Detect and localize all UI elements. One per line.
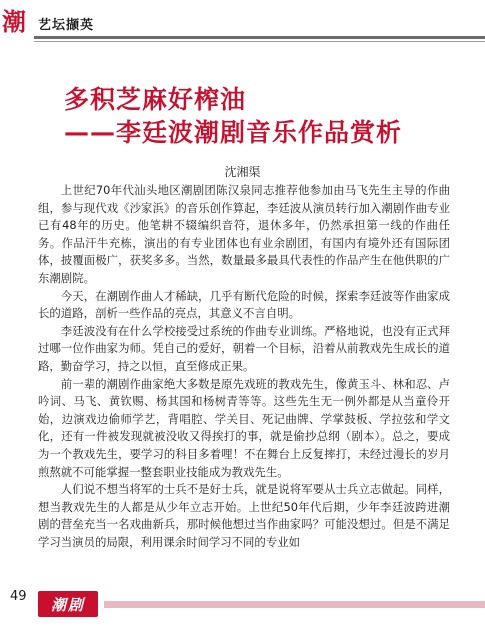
footer-badge <box>38 591 98 617</box>
header-divider-thin <box>34 41 485 42</box>
footer-badge-text: 潮剧 <box>50 595 85 614</box>
page-number: 49 <box>10 589 27 604</box>
paragraph: 今天，在潮剧作曲人才稀缺，几乎有断代危险的时候，探索李廷波等作曲家成长的道路，剖析一些作品的亮点，其意义不言自明。 <box>38 288 450 321</box>
logo-char: 潮 <box>2 8 26 36</box>
section-title: 艺坛撷英 <box>38 18 95 33</box>
article-author: 沈湘渠 <box>224 165 261 179</box>
footer-divider <box>104 601 485 608</box>
paragraph: 李廷波没有在什么学校接受过系统的作曲专业训练。严格地说，也没有正式拜过哪一位作曲家为师。凭自己的爱好，朝着一个目标，沿着从前教戏先生成长的道路，勤奋学习，持之以恒，直至修成正果。 <box>38 323 450 373</box>
paragraph: 人们说不想当将军的士兵不是好士兵，就是说将军要从士兵立志做起。同样，想当教戏先生的人都是从少年立志开始。上世纪50年代后期，少年李廷波跨进潮剧的营垒充当一名戏曲新兵，那时候他想过当作曲家吗？可能没想过。但是不满足学习当演员的局限，利用课余时间学习不同的专业如 <box>38 482 450 549</box>
paragraph: 前一辈的潮剧作曲家绝大多数是原先戏班的教戏先生，像黄玉斗、林和忍、卢吟词、马飞、黄钦赐、杨其国和杨树青等等。这些先生无一例外都是从当童伶开始，边演戏边偷师学艺，背唱腔、学关目、死记曲牌、学掌鼓板、学拉弦和学文化，还有一件被发现就被没收又得挨打的事，就是偷抄总纲（剧本）。总之，要成为一个教戏先生，要学习的科目多着哩！不在舞台上反复摔打，未经过漫长的岁月煎熬就不可能掌握一整套职业技能成为教戏先生。 <box>38 376 450 479</box>
paragraph: 上世纪70年代汕头地区潮剧团陈汉泉同志推荐他参加由马飞先生主导的作曲组，参与现代戏《沙家浜》的音乐创作算起，李廷波从演员转行加入潮剧作曲专业已有48年的历史。他笔耕不辍编织音符，退休多年，仍然承担第一线的作曲任务。作品汗牛充栋，演出的有专业团体也有业余剧团，有国内有境外还有国际团体，披覆面极广，获奖多多。当然，数量最多最具代表性的作品产生在他供职的广东潮剧院。 <box>38 183 450 285</box>
magazine-logo-icon <box>0 2 30 40</box>
article-body <box>38 182 450 551</box>
article-title-line1: 多积芝麻好榨油 <box>64 85 247 114</box>
article-title-line2: ——李廷波潮剧音乐作品赏析 <box>64 118 403 147</box>
header-divider <box>34 36 485 39</box>
